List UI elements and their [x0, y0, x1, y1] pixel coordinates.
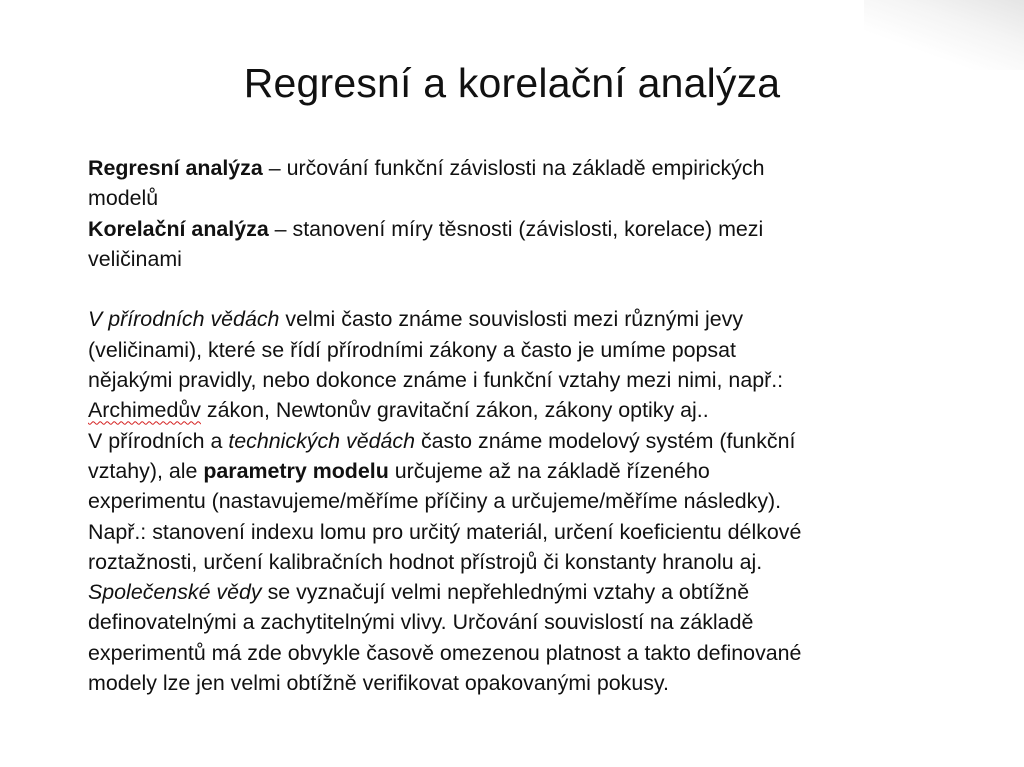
- social-sciences-line-3: experimentů má zde obvykle časově omezenou platnost a takto definované: [88, 640, 802, 665]
- technical-sciences-line-2-a: vztahy), ale: [88, 458, 204, 483]
- natural-sciences-term: V přírodních vědách: [88, 307, 280, 332]
- term-regression: Regresní analýza: [88, 156, 263, 180]
- social-sciences-line-1-text: se vyznačují velmi nepřehlednými vztahy a obtížně: [261, 580, 750, 605]
- natural-sciences-line-2: (veličinami), které se řídí přírodními zákony a často je umíme popsat: [88, 337, 736, 362]
- natural-sciences-line-1: [88, 304, 968, 334]
- definition-correlation-text: – stanovení míry těsnosti (závislosti, korelace) mezi: [268, 216, 764, 241]
- model-parameters-term: parametry modelu: [203, 458, 389, 483]
- technical-sciences-term: technických vědách: [228, 428, 415, 453]
- spellcheck-flagged-word: Archimedův: [88, 398, 201, 423]
- term-correlation: Korelační analýza: [88, 216, 269, 241]
- social-sciences-line-4: modely lze jen velmi obtížně verifikovat opakovanými pokusy.: [88, 671, 669, 696]
- definition-correlation: [88, 214, 968, 244]
- technical-sciences-line-2: [88, 456, 968, 486]
- social-sciences-term: Společenské vědy: [88, 580, 262, 605]
- natural-sciences-line-1-text: velmi často známe souvislosti mezi různými jevy: [279, 307, 744, 332]
- technical-sciences-line-3: experimentu (nastavujeme/měříme příčiny a určujeme/měříme následky).: [88, 489, 782, 514]
- technical-sciences-line-4: Např.: stanovení indexu lomu pro určitý materiál, určení koeficientu délkové: [88, 519, 802, 544]
- social-sciences-line-1: [88, 577, 968, 607]
- natural-sciences-line-4: [88, 395, 968, 425]
- technical-sciences-line-1-b: často známe modelový systém (funkční: [415, 428, 796, 453]
- definition-regression-continued: modelů: [88, 186, 159, 211]
- natural-sciences-line-3: nějakými pravidly, nebo dokonce známe i funkční vztahy mezi nimi, např.:: [88, 368, 784, 393]
- definition-correlation-continued: veličinami: [88, 246, 182, 271]
- technical-sciences-line-1-a: V přírodních a: [88, 428, 229, 453]
- definition-regression: [88, 153, 968, 183]
- social-sciences-line-2: definovatelnými a zachytitelnými vlivy. Určování souvislostí na základě: [88, 610, 754, 635]
- slide-title: Regresní a korelační analýza: [243, 60, 781, 106]
- technical-sciences-line-1: [88, 426, 968, 456]
- slide-body: [88, 153, 968, 698]
- technical-sciences-line-2-b: určujeme až na základě řízeného: [388, 458, 710, 483]
- definition-regression-text: – určování funkční závislosti na základě empirických: [262, 156, 765, 180]
- paragraph-spacer: [88, 274, 968, 304]
- natural-sciences-line-4-text: zákon, Newtonův gravitační zákon, zákony optiky aj..: [200, 398, 709, 423]
- technical-sciences-line-5: roztažnosti, určení kalibračních hodnot přístrojů či konstanty hranolu aj.: [88, 549, 763, 574]
